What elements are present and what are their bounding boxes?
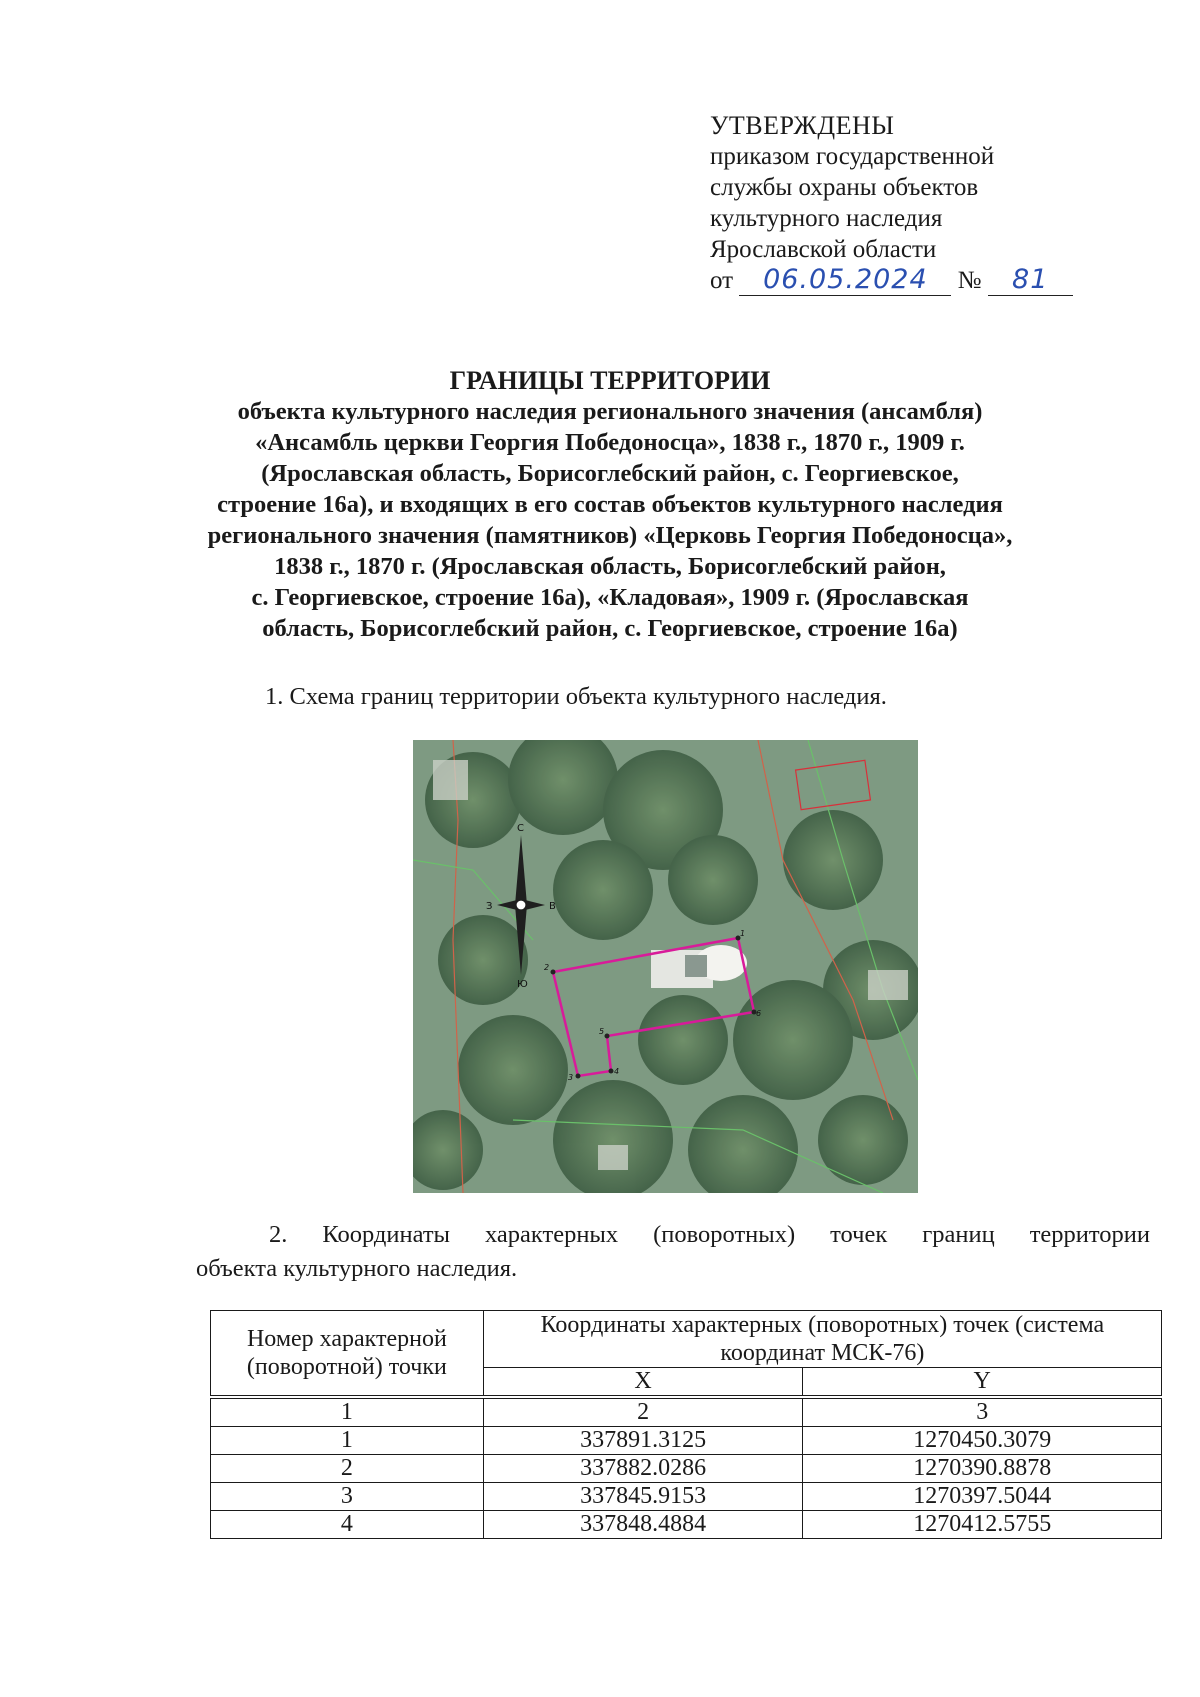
approval-date-line xyxy=(710,265,1130,296)
table-row xyxy=(211,1455,1162,1483)
vertex-label: 5 xyxy=(599,1027,605,1036)
section-1-caption: 1. Схема границ территории объекта культурного наследия. xyxy=(265,683,887,710)
heading-line: «Ансамбль церкви Георгия Победоносца», 1838 г., 1870 г., 1909 г. xyxy=(255,429,965,456)
col-point-number-header: Номер характерной (поворотной) точки xyxy=(211,1311,484,1398)
coordinates-table xyxy=(210,1310,1162,1539)
table-row xyxy=(211,1483,1162,1511)
table-numbering-row xyxy=(211,1397,1162,1427)
approval-line: службы охраны объектов xyxy=(710,174,979,201)
vertex-label: 3 xyxy=(568,1073,574,1082)
compass-north: С xyxy=(517,823,524,834)
table-cell: 1 xyxy=(211,1397,484,1427)
table-cell: 1270412.5755 xyxy=(803,1511,1162,1539)
approval-title: УТВЕРЖДЕНЫ xyxy=(710,111,895,140)
table-cell: 1270390.8878 xyxy=(803,1455,1162,1483)
date-prefix: от xyxy=(710,267,734,294)
heading-line: с. Георгиевское, строение 16а), «Кладовая», 1909 г. (Ярославская xyxy=(251,584,969,611)
approval-line: приказом государственной xyxy=(710,143,995,170)
table-header-row xyxy=(211,1311,1162,1368)
table-cell: 3 xyxy=(803,1397,1162,1427)
table-cell: 1270450.3079 xyxy=(803,1427,1162,1455)
table-cell: 337848.4884 xyxy=(483,1511,803,1539)
compass-west: З xyxy=(486,901,493,912)
col-coordinates-group-header: Координаты характерных (поворотных) точек (система координат МСК-76) xyxy=(483,1311,1161,1368)
table-cell: 2 xyxy=(483,1397,803,1427)
number-prefix: № xyxy=(957,267,982,294)
table-row xyxy=(211,1511,1162,1539)
table-cell: 3 xyxy=(211,1483,484,1511)
section-2-line-1: 2. Координаты характерных (поворотных) точек границ территории xyxy=(269,1221,1150,1248)
heading-line: строение 16а), и входящих в его состав объектов культурного наследия xyxy=(217,491,1003,518)
compass-east: В xyxy=(549,901,556,912)
table-cell: 1 xyxy=(211,1427,484,1455)
heading-line: объекта культурного наследия регионального значения (ансамбля) xyxy=(237,398,983,425)
heading-line: 1838 г., 1870 г. (Ярославская область, Борисоглебский район, xyxy=(274,553,946,580)
table-cell: 4 xyxy=(211,1511,484,1539)
col-x-header: X xyxy=(483,1368,803,1398)
document-heading xyxy=(150,365,1070,644)
order-date: 06.05.2024 xyxy=(739,265,951,296)
table-cell: 337845.9153 xyxy=(483,1483,803,1511)
table-row xyxy=(211,1427,1162,1455)
heading-line: область, Борисоглебский район, с. Георгиевское, строение 16а) xyxy=(262,615,958,642)
section-2-caption xyxy=(196,1218,1150,1286)
vertex-label: 2 xyxy=(544,963,550,972)
table-cell: 337882.0286 xyxy=(483,1455,803,1483)
compass-south: Ю xyxy=(517,979,528,990)
table-cell: 1270397.5044 xyxy=(803,1483,1162,1511)
section-2-line-2: объекта культурного наследия. xyxy=(196,1255,518,1282)
vertex-label: 4 xyxy=(614,1067,620,1076)
approval-line: Ярославской области xyxy=(710,236,937,263)
heading-line: регионального значения (памятников) «Церковь Георгия Победоносца», xyxy=(207,522,1013,549)
boundary-map xyxy=(413,740,918,1193)
heading-line: (Ярославская область, Борисоглебский район, с. Георгиевское, xyxy=(261,460,959,487)
vertex-label: 1 xyxy=(740,929,746,938)
approval-line: культурного наследия xyxy=(710,205,943,232)
table-cell: 337891.3125 xyxy=(483,1427,803,1455)
col-y-header: Y xyxy=(803,1368,1162,1398)
approval-block xyxy=(710,110,1130,296)
vertex-label: 6 xyxy=(756,1009,762,1018)
table-cell: 2 xyxy=(211,1455,484,1483)
order-number: 81 xyxy=(988,265,1073,296)
heading-title: ГРАНИЦЫ ТЕРРИТОРИИ xyxy=(449,366,771,395)
